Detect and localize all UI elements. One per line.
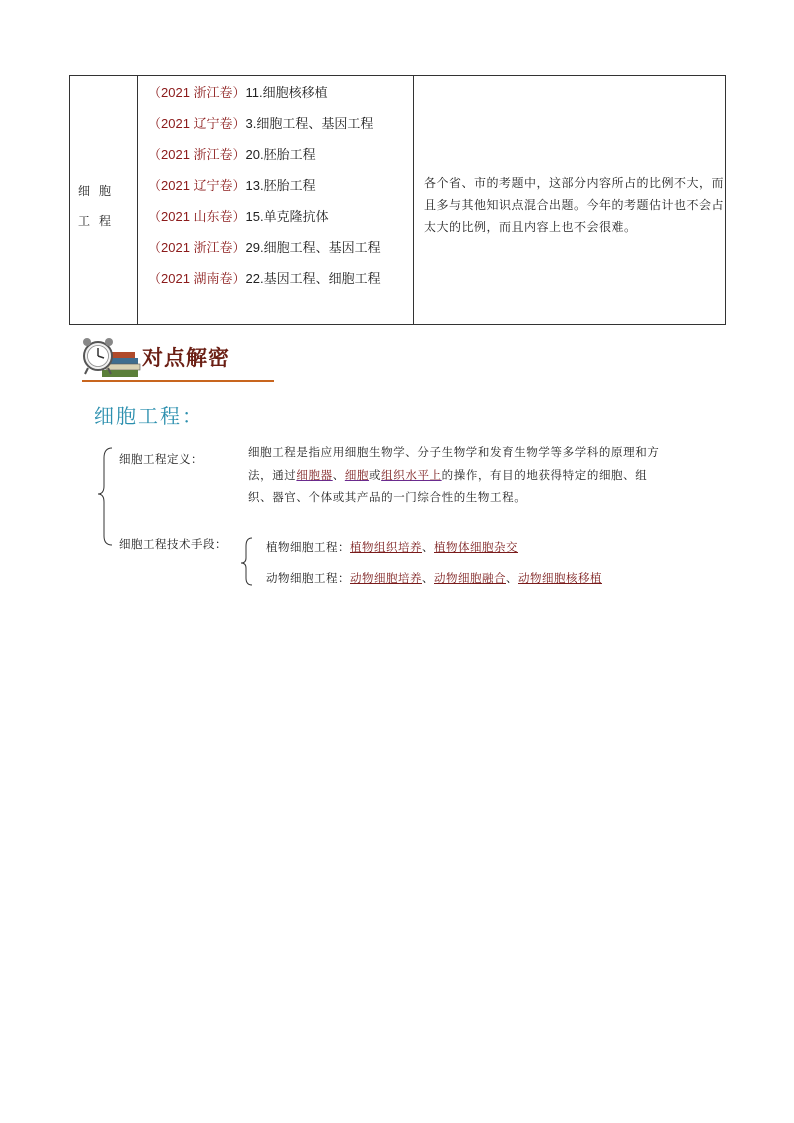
separator: 、	[506, 571, 518, 585]
animal-cell-fusion: 动物细胞融合	[434, 571, 506, 585]
section-title: 对点解密	[142, 346, 230, 370]
exam-source: （2021 浙江卷）	[148, 240, 246, 255]
separator: 、	[422, 571, 434, 585]
exam-question: 22.基因工程、细胞工程	[245, 271, 381, 286]
animal-method-row	[266, 570, 602, 586]
animal-nuclear-transfer: 动物细胞核移植	[518, 571, 602, 585]
definition-label: 细胞工程定义：	[119, 452, 203, 466]
keyword-organelle: 细胞器	[296, 467, 333, 482]
separator: 、	[422, 540, 434, 554]
animal-cell-culture: 动物细胞培养	[350, 571, 422, 585]
exam-source: （2021 辽宁卷）	[148, 178, 246, 193]
exam-question: 29.细胞工程、基因工程	[245, 240, 381, 255]
plant-method-row	[266, 539, 518, 555]
keyword-cell: 细胞	[344, 467, 370, 482]
exam-source: （2021 辽宁卷）	[148, 116, 246, 131]
topic-label: 细胞工程	[78, 184, 121, 228]
exam-source: （2021 山东卷）	[148, 209, 246, 224]
definition-text	[248, 441, 664, 509]
methods-label: 细胞工程技术手段：	[119, 537, 227, 551]
exam-source: （2021 浙江卷）	[148, 147, 246, 162]
exam-question: 3.细胞工程、基因工程	[245, 116, 374, 131]
exam-question: 13.胚胎工程	[245, 178, 316, 193]
separator: 、	[332, 467, 345, 482]
exam-source: （2021 湖南卷）	[148, 271, 246, 286]
definition-part: 的操作，有目的地获得特定的细胞、组织、器官、个体或其产品的一门综合性的生物工程。	[248, 467, 648, 504]
animal-label: 动物细胞工程：	[266, 571, 350, 585]
plant-tissue-culture: 植物组织培养	[350, 540, 422, 554]
section-subtitle: 细胞工程：	[94, 404, 204, 428]
exam-question: 15.单克隆抗体	[245, 209, 329, 224]
analysis-note: 各个省、市的考题中，这部分内容所占的比例不大，而且多与其他知识点混合出题。今年的考题估计也不会占太大的比例，而且内容上也不会很难。	[424, 176, 725, 234]
exam-source: （2021 浙江卷）	[148, 85, 246, 100]
plant-label: 植物细胞工程：	[266, 540, 350, 554]
exam-question: 20.胚胎工程	[245, 147, 316, 162]
separator: 或	[369, 467, 382, 482]
plant-somatic-hybridization: 植物体细胞杂交	[434, 540, 518, 554]
keyword-tissue-level: 组织水平上	[381, 467, 442, 482]
exam-question: 11.细胞核移植	[245, 85, 328, 100]
definition-part: 细胞工程是指应用细胞生物学、分子生物学和发育生物学等多学科的原理和方法，通过	[248, 445, 660, 482]
